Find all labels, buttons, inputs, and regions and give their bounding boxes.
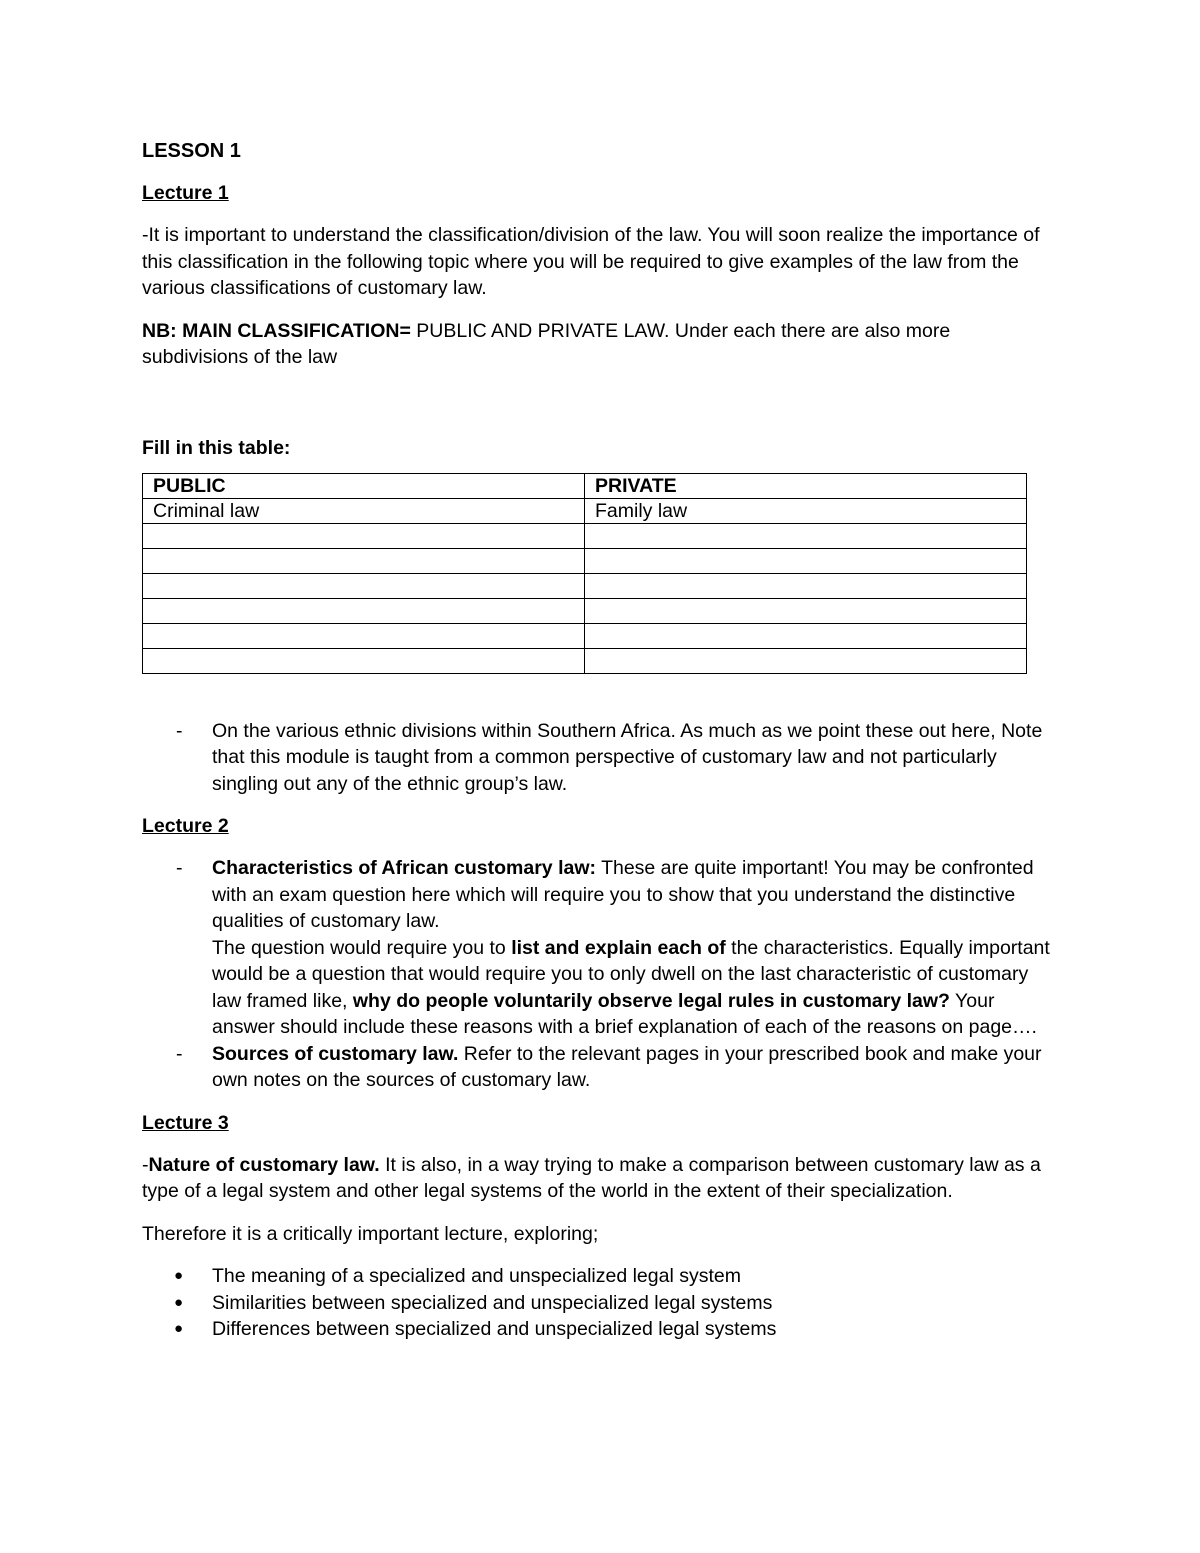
table-row: [143, 498, 1027, 523]
table-row-empty: [143, 523, 1027, 548]
empty-cell: [585, 523, 1027, 548]
lesson-title: LESSON 1: [142, 140, 241, 162]
list-item: [142, 855, 1060, 1041]
dash-marker: -: [176, 719, 183, 742]
exploring-paragraph: Therefore it is a critically important lecture, exploring;: [142, 1222, 599, 1245]
table-row-empty: [143, 548, 1027, 573]
empty-cell: [585, 648, 1027, 673]
characteristics-text: the characteristics. Equally important would be a question that would require you to only dwell on the last characteristic of customary law framed like,: [212, 936, 1050, 1012]
empty-cell: [143, 648, 585, 673]
lecture-1-intro: -It is important to understand the classification/division of the law. You will soon realize the importance of this classification in the following topic where you will be required to give examples of the law from the various classifications of customary law.: [142, 224, 1040, 299]
lecture-3-bullets: [142, 1263, 1060, 1343]
nature-paragraph: [142, 1152, 1060, 1205]
empty-cell: [585, 548, 1027, 573]
list-item: [142, 1290, 1060, 1317]
bullet-dot-icon: ●: [174, 1267, 184, 1284]
cell-private: Family law: [585, 498, 1027, 523]
table-row-empty: [143, 648, 1027, 673]
nb-label: NB: MAIN CLASSIFICATION=: [142, 319, 411, 342]
table-label: Fill in this table:: [142, 436, 291, 459]
emphasis-text: list and explain each of: [511, 936, 726, 959]
characteristics-text: The question would require you to: [212, 936, 512, 959]
list-item: [142, 1316, 1060, 1343]
lecture-3-heading: Lecture 3: [142, 1111, 229, 1134]
emphasis-question: why do people voluntarily observe legal rules in customary law?: [352, 989, 950, 1012]
empty-cell: [585, 573, 1027, 598]
table-row-empty: [143, 598, 1027, 623]
cell-public: Criminal law: [143, 498, 585, 523]
header-public: PUBLIC: [143, 473, 585, 498]
characteristics-heading: Characteristics of African customary law:: [212, 857, 596, 879]
sources-text: Refer to the relevant pages in your prescribed book and make your own notes on the sources of customary law.: [212, 1042, 1042, 1091]
empty-cell: [143, 623, 585, 648]
empty-cell: [143, 573, 585, 598]
table-header-row: [143, 473, 1027, 498]
sources-heading: Sources of customary law.: [212, 1042, 459, 1065]
bullet-dot-icon: ●: [174, 1320, 184, 1337]
lecture-2-heading: Lecture 2: [142, 815, 229, 837]
table-row-empty: [143, 623, 1027, 648]
bullet-dot-icon: ●: [174, 1293, 184, 1311]
empty-cell: [585, 598, 1027, 623]
dash-marker: -: [176, 857, 183, 879]
list-item: [142, 718, 1060, 798]
list-item: [142, 1263, 1060, 1290]
ethnic-divisions-text: On the various ethnic divisions within Southern Africa. As much as we point these out here, Note that this module is taught from a common perspective of customary law and not particularly singling out any of the ethnic group’s law.: [212, 719, 1043, 795]
empty-cell: [143, 598, 585, 623]
empty-cell: [585, 623, 1027, 648]
characteristics-text: Your answer should include these reasons with a brief explanation of each of the reasons on page….: [212, 989, 1037, 1038]
dash-marker: -: [176, 1042, 183, 1065]
list-item: [142, 1041, 1060, 1094]
nature-text: It is also, in a way trying to make a comparison between customary law as a type of a legal system and other legal systems of the world in the extent of their specialization.: [142, 1153, 1041, 1202]
dash-text: -: [142, 1153, 149, 1176]
bullet-text: The meaning of a specialized and unspecialized legal system: [212, 1265, 741, 1287]
lecture-2-bullets: [142, 855, 1060, 1094]
header-private: PRIVATE: [585, 473, 1027, 498]
bullet-text: Similarities between specialized and unspecialized legal systems: [212, 1291, 773, 1314]
classification-table: [142, 473, 1027, 674]
nb-paragraph: [142, 318, 1060, 371]
lecture-1-bullets: [142, 718, 1060, 798]
lecture-1-heading: Lecture 1: [142, 182, 229, 204]
document-body: [142, 138, 1060, 1343]
bullet-text: Differences between specialized and unspecialized legal systems: [212, 1318, 777, 1340]
empty-cell: [143, 523, 585, 548]
nature-heading: Nature of customary law.: [148, 1153, 380, 1176]
nb-text: PUBLIC AND PRIVATE LAW. Under each there are also more subdivisions of the law: [142, 319, 951, 368]
table-row-empty: [143, 573, 1027, 598]
characteristics-text: These are quite important! You may be confronted with an exam question here which will require you to show that you understand the distinctive qualities of customary law.: [212, 857, 1034, 932]
empty-cell: [143, 548, 585, 573]
